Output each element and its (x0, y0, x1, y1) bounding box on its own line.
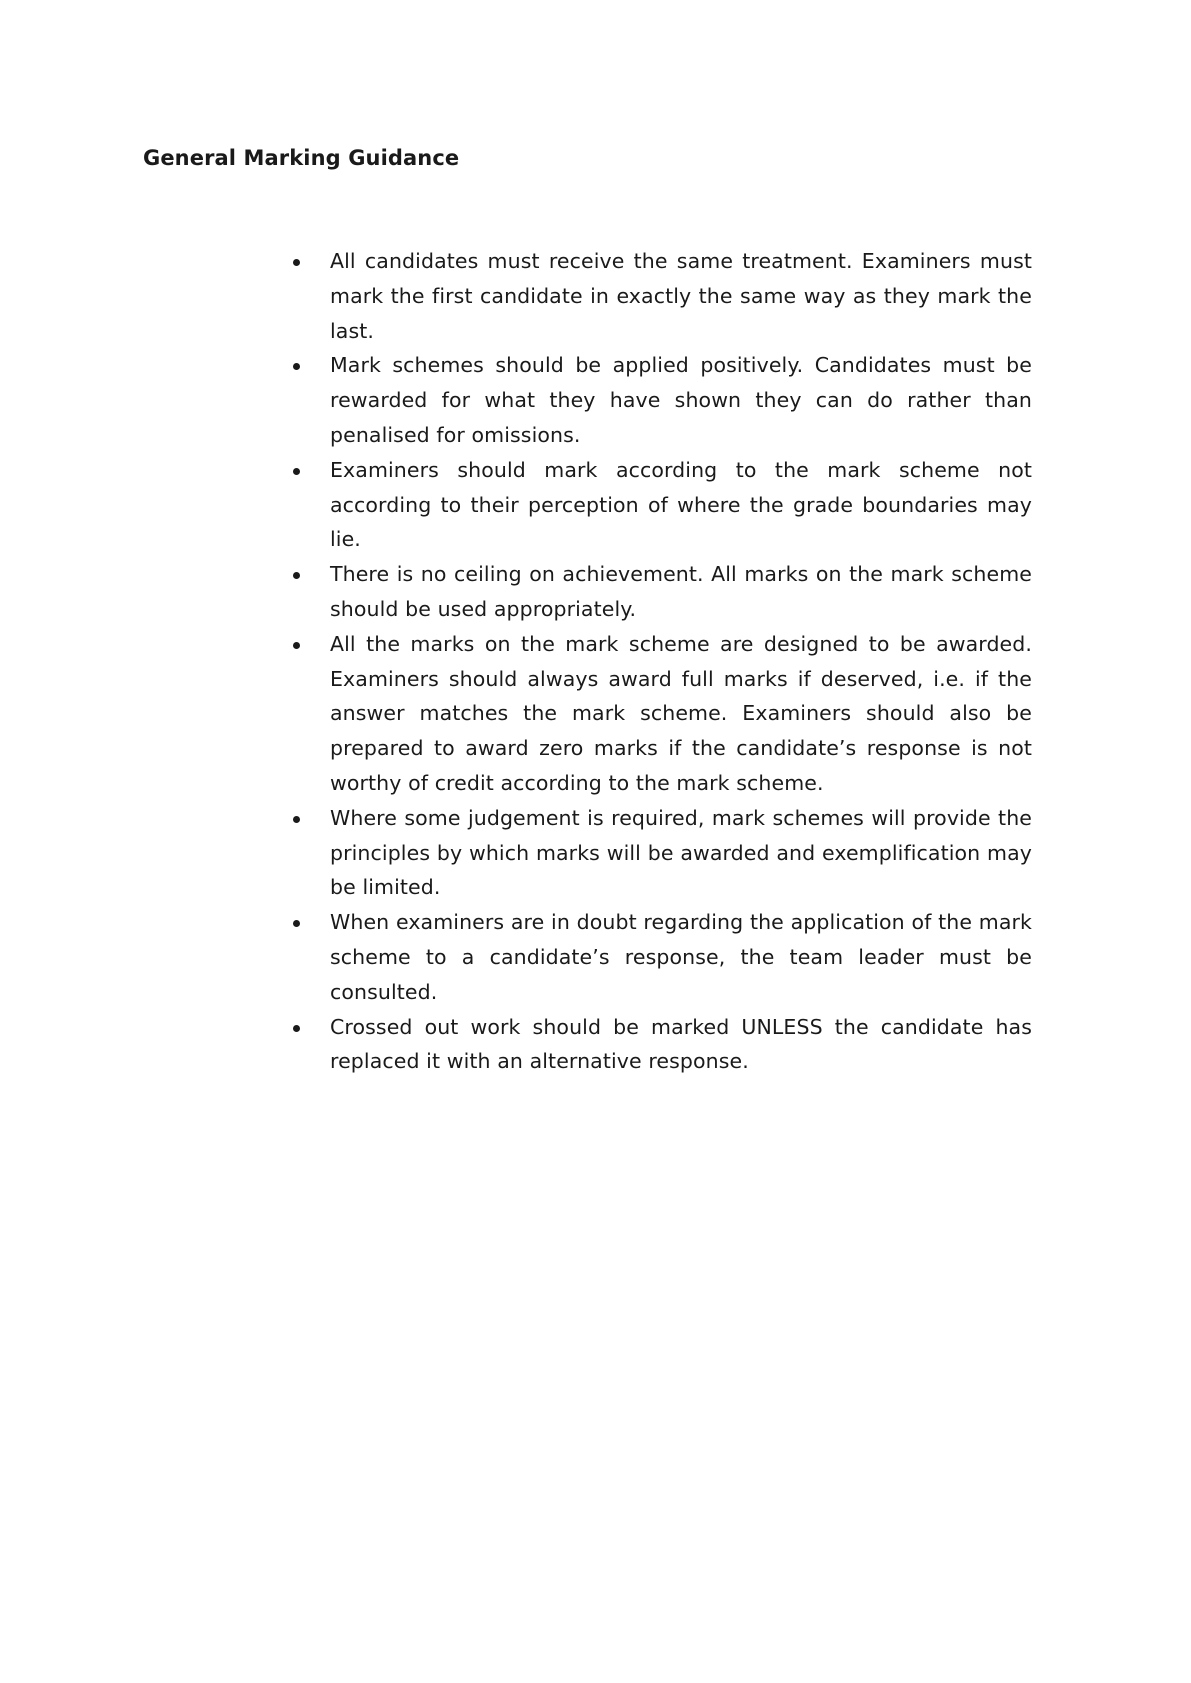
list-item (290, 348, 1032, 452)
list-item-text: All the marks on the mark scheme are designed to be awarded. Examiners should always award full marks if deserved, i.e. if the answer matches the mark scheme. Examiners should also be prepared to award zero marks if the candidate’s response is not worthy of credit according to the mark scheme. (330, 631, 1032, 795)
list-item (290, 557, 1032, 627)
list-item (290, 244, 1032, 348)
list-item-text: Where some judgement is required, mark schemes will provide the principles by which marks will be awarded and exemplification may be limited. (330, 805, 1032, 900)
bullet-icon (293, 816, 300, 823)
list-item-text: Mark schemes should be applied positively. Candidates must be rewarded for what they have shown they can do rather than penalised for omissions. (330, 353, 1032, 447)
bullet-icon (293, 1025, 300, 1032)
bullet-icon (293, 920, 300, 927)
list-item (290, 1010, 1032, 1080)
list-item-text: When examiners are in doubt regarding the application of the mark scheme to a candidate’s response, the team leader must be consulted. (330, 910, 1032, 1004)
list-item (290, 627, 1032, 801)
bullet-icon (293, 259, 300, 266)
list-item-text: Examiners should mark according to the mark scheme not according to their perception of where the grade boundaries may lie. (330, 457, 1032, 552)
list-item-text: Crossed out work should be marked UNLESS the candidate has replaced it with an alternative response. (330, 1014, 1032, 1074)
list-item (290, 453, 1032, 557)
list-item-text: All candidates must receive the same treatment. Examiners must mark the first candidate in exactly the same way as they mark the last. (330, 249, 1032, 343)
bullet-icon (293, 572, 300, 579)
guidance-list (290, 244, 1032, 1079)
bullet-icon (293, 468, 300, 475)
list-item (290, 801, 1032, 905)
list-item (290, 905, 1032, 1009)
page-title: General Marking Guidance (143, 146, 460, 170)
bullet-icon (293, 642, 300, 649)
list-item-text: There is no ceiling on achievement. All marks on the mark scheme should be used appropriately. (330, 562, 1032, 621)
bullet-icon (293, 363, 300, 370)
